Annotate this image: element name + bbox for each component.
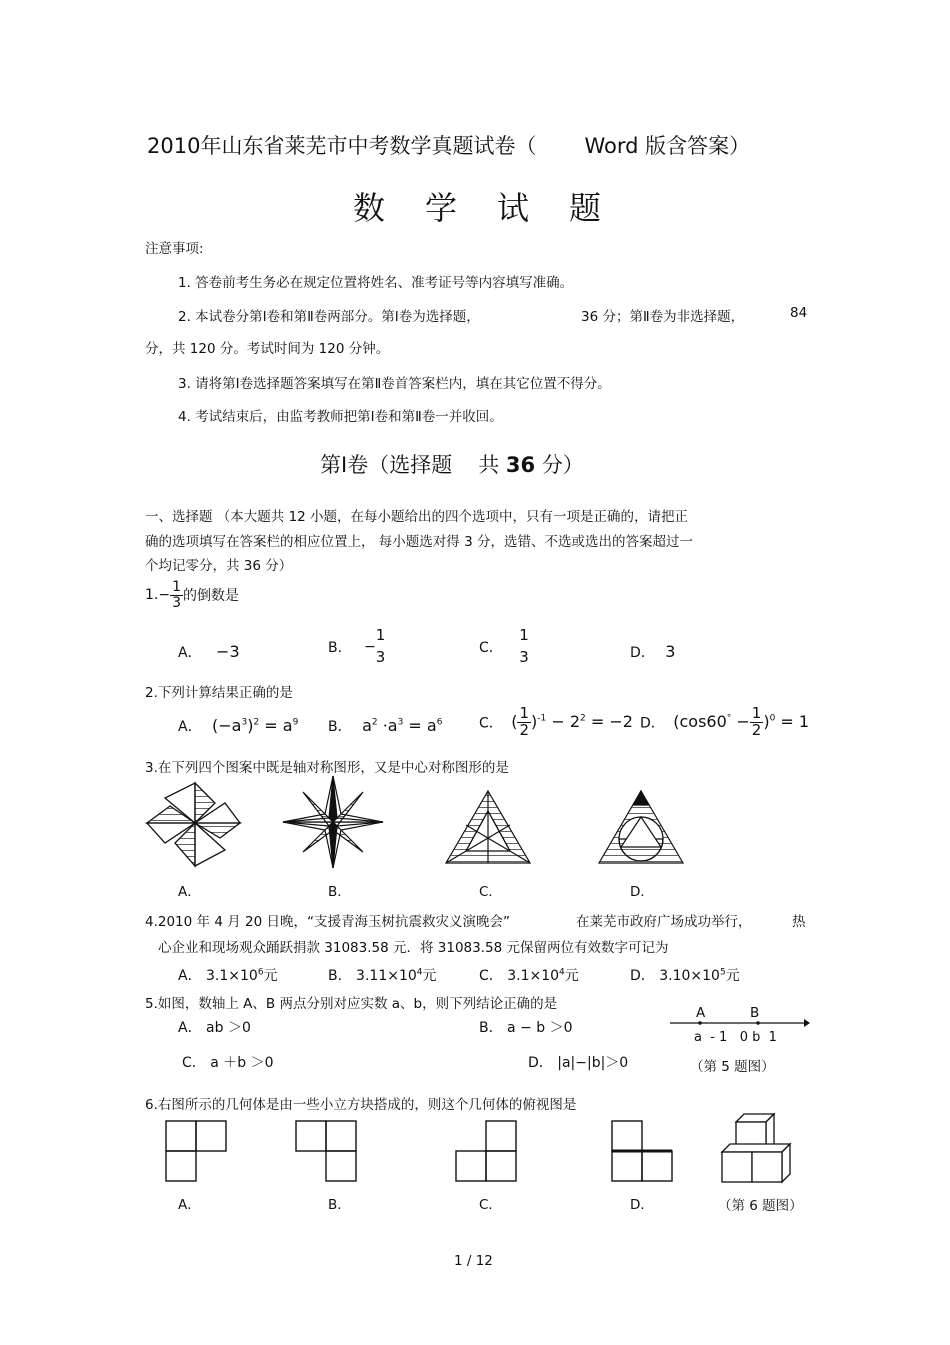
q1-option-c[interactable] (479, 628, 529, 666)
notice-item-4: 4. 考试结束后，由监考教师把第Ⅰ卷和第Ⅱ卷一并收回。 (178, 409, 503, 425)
q2-option-c[interactable] (479, 706, 633, 739)
q4-option-d[interactable] (630, 965, 740, 985)
q1-b-label: B． (328, 639, 352, 656)
q1-suffix: 的倒数是 (183, 588, 240, 605)
q6-label-a[interactable]: A． (178, 1197, 201, 1213)
question-2-stem: 2.下列计算结果正确的是 (145, 685, 293, 701)
section-title-a: 第Ⅰ卷（选择题 (320, 453, 453, 477)
q2-c-math: ( $\frac{1}{2}$ )$^{-1} - 2^2 = -2$ (511, 704, 633, 739)
q4-a-unit: 元 (263, 968, 278, 984)
q6-figure-a (165, 1120, 229, 1184)
q1-b-minus: − (364, 638, 376, 655)
q4-line-2: 心企业和现场观众踊跃捐款 31083.58 元．将 31083.58 元保留两位有效数字可记为 (158, 940, 669, 956)
q2-a-label: A． (178, 719, 202, 735)
q6-label-d[interactable]: D． (630, 1197, 654, 1213)
section-title-d: 分） (541, 453, 584, 477)
q3-label-c[interactable]: C． (479, 884, 502, 900)
section-title-b: 共 (478, 453, 500, 477)
q5-option-b[interactable]: B． a − b ＞0 (479, 1020, 573, 1036)
question-6-stem: 6.右图所示的几何体是由一些小立方块搭成的，则这个几何体的俯视图是 (145, 1097, 577, 1113)
q6-figure-b (295, 1120, 359, 1184)
q4-c-exp: 4 (559, 967, 565, 978)
q2-option-a[interactable] (178, 716, 298, 736)
q4-b-unit: 元 (422, 968, 437, 984)
notice-item-2c: 84 (790, 305, 808, 321)
section-intro-3: 个均记零分，共 36 分） (145, 558, 293, 574)
q4-a-text: A． 3.1×10 (178, 968, 258, 984)
q3-label-a[interactable]: A． (178, 884, 201, 900)
q5-fig-ticks: a - 1 0 b 1 (694, 1030, 777, 1045)
q3-figure-d (597, 789, 685, 865)
page-number: 1 / 12 (454, 1253, 493, 1269)
q1-d-label: D． (630, 645, 655, 661)
notice-item-1: 1. 答卷前考生务必在规定位置将姓名、准考证号等内容填写准确。 (178, 275, 574, 291)
section-intro-2: 确的选项填写在答案栏的相应位置上， 每小题选对得 3 分，选错、不选或选出的答案超过一 (145, 534, 693, 550)
q6-label-b[interactable]: B． (328, 1197, 351, 1213)
doc-title (147, 130, 750, 160)
q1-a-value: −3 (216, 642, 240, 661)
q4-line-1a: 4.2010 年 4 月 20 日晚，“支援青海玉树抗震救灾义演晚会” (145, 914, 510, 930)
q1-option-a[interactable] (178, 642, 240, 662)
question-5-stem: 5.如图，数轴上 A、B 两点分别对应实数 a、b，则下列结论正确的是 (145, 996, 558, 1012)
q2-b-label: B． (328, 719, 352, 735)
q4-a-exp: 6 (257, 967, 264, 978)
doc-title-tail: Word 版含答案） (584, 134, 751, 158)
q6-fig-caption: （第 6 题图） (718, 1198, 803, 1214)
q5-fig-caption: （第 5 题图） (690, 1059, 775, 1075)
q1-minus: − (158, 587, 171, 604)
q1-c-num: 1 (519, 626, 529, 644)
doc-title-main: 2010年山东省莱芜市中考数学真题试卷（ (147, 134, 537, 158)
q3-label-b[interactable]: B． (328, 884, 351, 900)
q1-option-b[interactable] (328, 628, 385, 666)
q1-c-den: 3 (519, 647, 529, 666)
q1-option-d[interactable] (630, 642, 675, 662)
q1-b-fraction (376, 628, 386, 666)
notice-item-2b: 36 分；第Ⅱ卷为非选择题， (581, 309, 745, 325)
q3-figure-c (444, 789, 532, 865)
q3-label-d[interactable]: D． (630, 884, 654, 900)
notice-heading: 注意事项: (145, 241, 204, 257)
q1-d-value: 3 (665, 642, 676, 661)
q1-den: 3 (172, 594, 182, 611)
q5-number-line (670, 1017, 810, 1029)
q5-option-a[interactable]: A． ab ＞0 (178, 1020, 251, 1036)
q2-option-b[interactable] (328, 716, 442, 736)
q1-b-den: 3 (375, 647, 386, 666)
q3-figure-a (145, 778, 245, 868)
q4-option-a[interactable] (178, 965, 278, 985)
q2-a-math: $(-a^3)^2 = a^9$ (212, 716, 299, 735)
q1-fraction (170, 580, 183, 610)
q4-option-c[interactable] (479, 965, 579, 985)
q6-solid-figure (720, 1112, 794, 1186)
notice-item-2d: 分，共 120 分。考试时间为 120 分钟。 (145, 341, 390, 357)
q6-figure-d (611, 1120, 675, 1184)
q5-option-d[interactable]: D． |a|−|b|＞0 (528, 1055, 629, 1071)
q5-option-c[interactable]: C． a ＋b ＞0 (182, 1055, 274, 1071)
q5-fig-label-a: A (696, 1005, 706, 1021)
q4-c-text: C． 3.1×10 (479, 968, 560, 984)
q2-d-label: D． (640, 715, 665, 732)
notice-item-3: 3. 请将第Ⅰ卷选择题答案填写在第Ⅱ卷首答案栏内，填在其它位置不得分。 (178, 376, 611, 392)
q2-option-d[interactable] (640, 706, 809, 739)
question-1-stem (145, 580, 239, 610)
q1-c-fraction (519, 628, 529, 666)
q4-d-unit: 元 (725, 968, 740, 984)
notice-item-2a: 2. 本试卷分第Ⅰ卷和第Ⅱ卷两部分。第Ⅰ卷为选择题， (178, 309, 480, 325)
q4-c-unit: 元 (564, 968, 579, 984)
q3-figure-b (281, 774, 385, 870)
q4-b-text: B． 3.11×10 (328, 968, 417, 984)
q1-b-num: 1 (375, 626, 386, 644)
q1-a-label: A． (178, 645, 202, 661)
question-3-stem: 3.在下列四个图案中既是轴对称图形，又是中心对称图形的是 (145, 760, 509, 776)
q2-b-math: $a^2 \cdot a^3 = a^6$ (362, 716, 443, 735)
q1-c-label: C． (479, 639, 503, 656)
q6-figure-c (455, 1120, 519, 1184)
page-title: 数 学 试 题 (353, 189, 606, 227)
q6-label-c[interactable]: C． (479, 1197, 502, 1213)
q4-line-1c: 热 (792, 914, 806, 930)
q4-d-text: D． 3.10×10 (630, 968, 720, 984)
section-intro-1: 一、选择题 （本大题共 12 小题，在每小题给出的四个选项中，只有一项是正确的，请把正 (145, 509, 689, 525)
q1-num: 1 (172, 579, 182, 595)
q4-option-b[interactable] (328, 965, 437, 985)
q4-line-1b: 在莱芜市政府广场成功举行， (576, 914, 752, 930)
q1-number: 1. (145, 587, 159, 604)
q2-c-label: C． (479, 715, 503, 732)
section-title (320, 449, 584, 479)
q4-b-exp: 4 (416, 967, 423, 978)
q4-d-exp: 5 (719, 967, 726, 978)
section-title-c: 36 (505, 453, 536, 477)
q5-fig-label-b: B (750, 1005, 760, 1021)
q2-d-math: (cos60° − $\frac{1}{2}$ )$^0$ = 1 (673, 704, 810, 739)
